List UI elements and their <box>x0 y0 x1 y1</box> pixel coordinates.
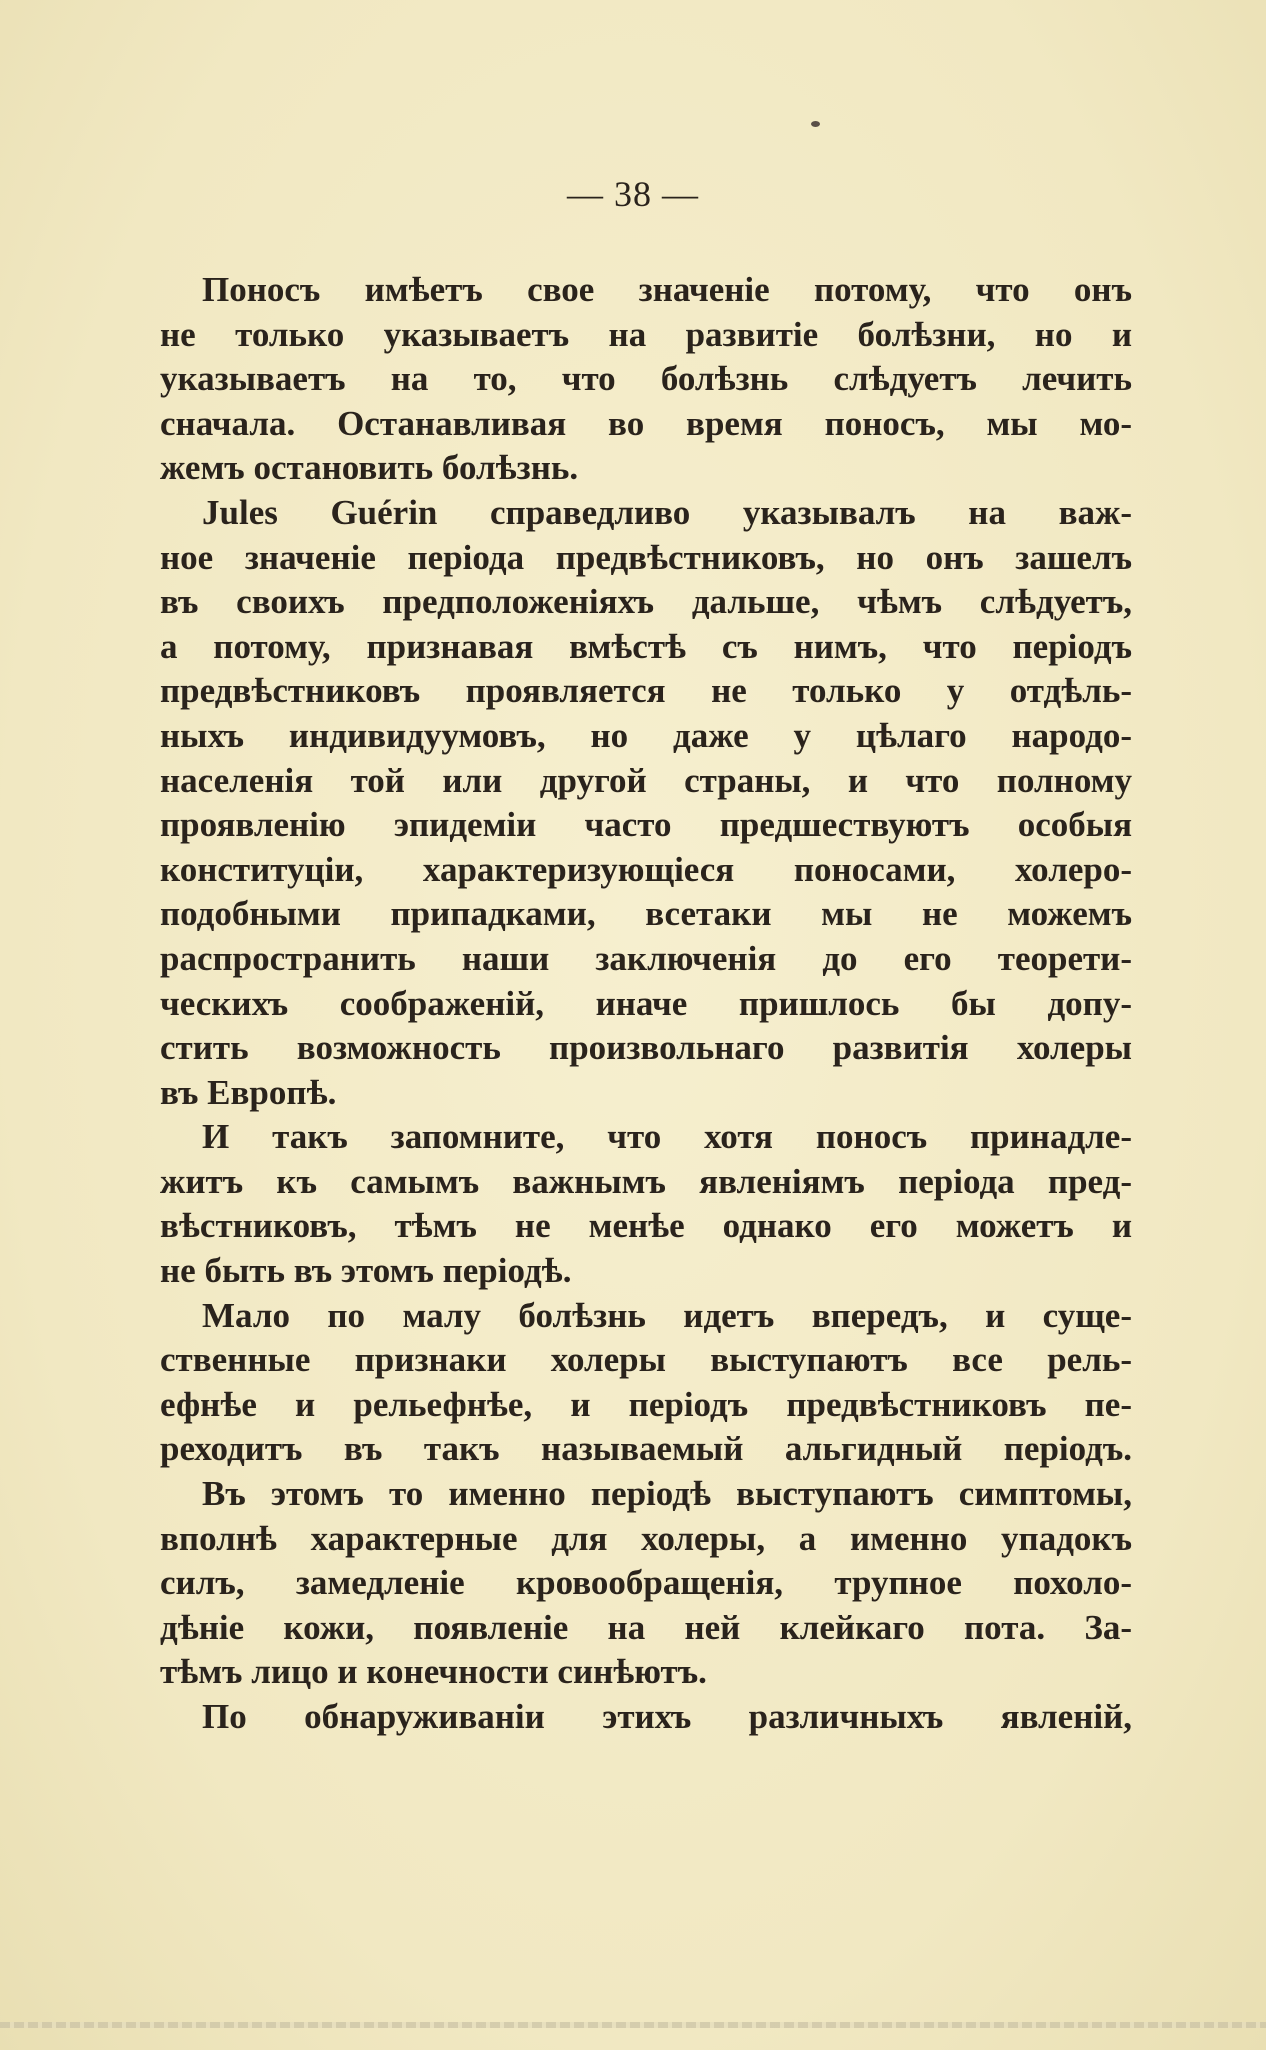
ink-speck <box>811 121 820 127</box>
text-line: въ Европѣ. <box>160 1072 337 1112</box>
text-line: ственные признаки холеры выступаютъ все рель- <box>160 1340 1132 1380</box>
text-line: И такъ запомните, что хотя поносъ принадле- <box>202 1117 1132 1157</box>
text-line: Мало по малу болѣзнь идетъ впередъ, и суще- <box>202 1295 1132 1335</box>
text-line: Въ этомъ то именно періодѣ выступаютъ симптомы, <box>202 1474 1132 1514</box>
text-line: Jules Guérin справедливо указывалъ на важ- <box>202 492 1132 532</box>
text-line: вѣстниковъ, тѣмъ не менѣе однако его можетъ и <box>160 1206 1132 1246</box>
text-line: дѣніе кожи, появленіе на ней клейкаго пота. За- <box>160 1607 1132 1647</box>
text-line: По обнаруживаніи этихъ различныхъ явленій, <box>202 1697 1132 1736</box>
page-bottom-edge <box>0 2022 1266 2028</box>
text-line: распространить наши заключенія до его теорети- <box>160 938 1132 978</box>
text-line: указываетъ на то, что болѣзнь слѣдуетъ лечить <box>160 359 1132 399</box>
text-line: проявленію эпидеміи часто предшествуютъ особыя <box>160 805 1132 845</box>
text-line: реходитъ въ такъ называемый альгидный періодъ. <box>160 1429 1132 1469</box>
text-line: вполнѣ характерные для холеры, а именно упадокъ <box>160 1518 1132 1558</box>
text-line: жемъ остановить болѣзнь. <box>160 448 579 488</box>
text-line: не быть въ этомъ періодѣ. <box>160 1251 572 1291</box>
text-line: тѣмъ лицо и конечности синѣютъ. <box>160 1652 707 1692</box>
text-line: ное значеніе періода предвѣстниковъ, но онъ зашелъ <box>160 537 1132 577</box>
text-line: не только указываетъ на развитіе болѣзни, но и <box>160 314 1132 354</box>
text-line: Поносъ имѣетъ свое значеніе потому, что онъ <box>202 270 1132 309</box>
text-line: подобными припадками, всетаки мы не можемъ <box>160 894 1132 934</box>
body-text <box>160 268 1132 1740</box>
text-line: населенія той или другой страны, и что полному <box>160 760 1132 800</box>
text-line: а потому, признавая вмѣстѣ съ нимъ, что періодъ <box>160 626 1132 666</box>
text-line: житъ къ самымъ важнымъ явленіямъ періода пред- <box>160 1161 1132 1201</box>
text-line: силъ, замедленіе кровообращенія, трупное похоло- <box>160 1563 1132 1603</box>
text-line: ныхъ индивидуумовъ, но даже у цѣлаго народо- <box>160 715 1132 755</box>
text-line: ческихъ соображеній, иначе пришлось бы допу- <box>160 983 1132 1023</box>
text-line: стить возможность произвольнаго развитія холеры <box>160 1028 1132 1068</box>
page-number: — 38 — <box>567 174 699 214</box>
text-line: въ своихъ предположеніяхъ дальше, чѣмъ слѣдуетъ, <box>160 582 1132 622</box>
text-line: конституціи, характеризующіеся поносами, холеро- <box>160 849 1132 889</box>
text-line: предвѣстниковъ проявляется не только у отдѣль- <box>160 671 1132 711</box>
text-line: ефнѣе и рельефнѣе, и періодъ предвѣстниковъ пе- <box>160 1384 1132 1424</box>
text-line: сначала. Останавливая во время поносъ, мы мо- <box>160 403 1132 443</box>
